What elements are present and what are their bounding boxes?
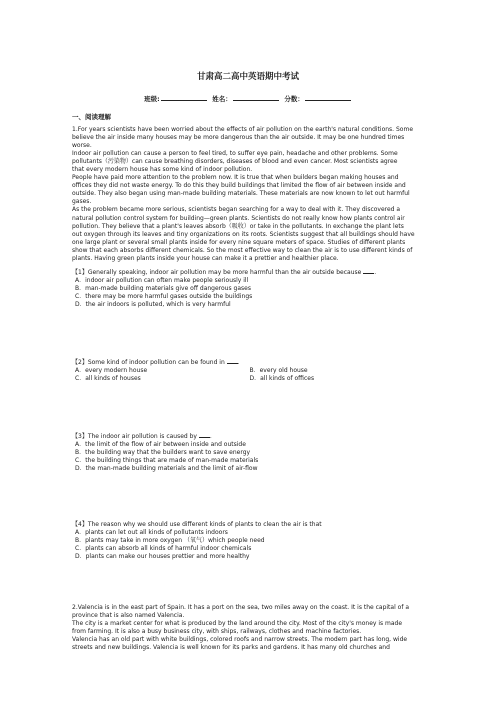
class-label: 班级: xyxy=(144,95,160,103)
answer-blank xyxy=(227,358,238,364)
name-label: 姓名： xyxy=(212,95,232,103)
passage-line: plants. Having green plants inside your house can make it a prettier and healthier place. xyxy=(72,254,339,262)
option-d: D．the air indoors is polluted, which is very harmful xyxy=(75,301,231,309)
stem-end: . xyxy=(209,433,212,440)
passage-line: natural pollution control system for building—green plants. Scientists do not really know how plants control air xyxy=(72,214,405,222)
passage-line: People have paid more attention to the problem now. It is true that when builders began making houses and xyxy=(72,174,399,182)
passage-line: offices they did not waste energy. To do this they build buildings that limited the flow of air between inside and xyxy=(72,182,406,190)
answer-blank xyxy=(199,432,210,438)
stem-text: 【4】The reason why we should use different kinds of plants to clean the air is that xyxy=(72,521,322,528)
option-c: C．the building things that are made of man-made materials xyxy=(75,457,259,465)
passage-line: The city is a market center for what is produced by the land around the city. Most of the city's money is made xyxy=(72,620,403,628)
passage-line: pollution. They believe that a plant's leaves absorb（吸收）or take in the pollutants. In exchange the plant lets xyxy=(72,222,404,230)
option-a: A．indoor air pollution can often make people seriously ill xyxy=(75,277,249,285)
passage-line: Indoor air pollution can cause a person to feel tired, to suffer eye pain, headache and other problems. Some xyxy=(72,150,398,158)
option-c: C．plants can absorb all kinds of harmful indoor chemicals xyxy=(75,545,252,553)
stem-text: 【1】Generally speaking, indoor air pollution may be more harmful than the air outside because xyxy=(72,269,362,276)
passage-line: one large plant or several small plants inside for every nine square meters of space. Studies of different plants xyxy=(72,238,406,246)
passage-line: Valencia has an old part with white buildings, colored roofs and narrow streets. The modern part has long, wide xyxy=(72,636,408,644)
stem-end: . xyxy=(374,269,377,276)
class-blank xyxy=(161,94,207,101)
question-4 xyxy=(72,521,424,561)
page-title: 甘肃高二高中英语期中考试 xyxy=(196,72,299,82)
option-d: D．plants can make our houses prettier and more healthy xyxy=(75,553,250,561)
score-label: 分数： xyxy=(284,95,304,103)
stem-text: 【3】The indoor air pollution is caused by xyxy=(72,433,197,440)
passage-line: As the problem became more serious, scientists began searching for a way to deal with it. They discovered a xyxy=(72,206,401,214)
passage-line: 1.For years scientists have been worried about the effects of air pollution on the earth's natural conditions. Some xyxy=(72,126,414,133)
passage-line: outside. They also began using man-made building materials. These materials are now known to let out harmful xyxy=(72,190,410,198)
options-row xyxy=(75,375,424,383)
option-a: A．every modern house xyxy=(75,367,148,375)
score-blank xyxy=(305,94,351,101)
passage-line: from farming. It is also a busy business city, with ships, railways, clothes and machine factories. xyxy=(72,628,362,636)
question-stem xyxy=(72,521,424,529)
question-3 xyxy=(72,432,424,473)
option-b: B．every old house xyxy=(249,367,308,375)
passage-line: worse. xyxy=(72,142,92,150)
options-row xyxy=(75,367,424,375)
stem-text: 【2】Some kind of indoor pollution can be found in xyxy=(72,359,225,366)
passage-line: 2.Valencia is in the east part of Spain. It has a port on the sea, two miles away on the coast. It is the capital of a xyxy=(72,604,410,611)
passage-line: gases. xyxy=(72,198,92,206)
passage-line: province that is also named Valencia. xyxy=(72,612,185,620)
section-heading: 一、阅读理解 xyxy=(72,113,111,121)
passage-2 xyxy=(72,604,424,652)
passage-1 xyxy=(72,126,424,263)
option-a: A．plants can let out all kinds of pollutants indoors xyxy=(75,529,228,537)
question-stem xyxy=(72,268,424,277)
option-d: D．the man-made building materials and the limit of air-flow xyxy=(75,465,258,473)
question-1 xyxy=(72,268,424,309)
option-b: B．the building way that the builders want to save energy xyxy=(75,449,251,457)
passage-line: believe the air inside many houses may be more dangerous than the air outside. It may be one hundred times xyxy=(72,134,405,142)
option-b: B．plants may take in more oxygen （氧气）which people need xyxy=(75,537,265,545)
option-c: C．all kinds of houses xyxy=(75,375,141,383)
name-blank xyxy=(233,94,279,101)
passage-line: that every modern house has some kind of indoor pollution. xyxy=(72,166,253,174)
option-a: A．the limit of the flow of air between inside and outside xyxy=(75,441,246,449)
option-d: D．all kinds of offices xyxy=(249,375,315,383)
passage-line: show that each absorbs different chemicals. So the most effective way to clean the air is to use different kinds of xyxy=(72,246,413,254)
question-stem xyxy=(72,358,424,367)
stem-end: . xyxy=(237,359,240,366)
question-2 xyxy=(72,358,424,383)
passage-line: streets and new buildings. Valencia is well known for its parks and gardens. It has many old churches and xyxy=(72,644,390,652)
option-c: C．there may be more harmful gases outside the buildings xyxy=(75,293,253,301)
question-stem xyxy=(72,432,424,441)
passage-line: pollutants（污染物）can cause breathing disorders, diseases of blood and even cancer. Most scientists agree xyxy=(72,158,398,166)
passage-line: out oxygen through its leaves and tiny organizations on its roots. Scientists suggest that all buildings should have xyxy=(72,230,415,238)
answer-blank xyxy=(363,268,377,276)
student-info-line xyxy=(0,94,496,103)
option-b: B．man-made building materials give off dangerous gases xyxy=(75,285,251,293)
